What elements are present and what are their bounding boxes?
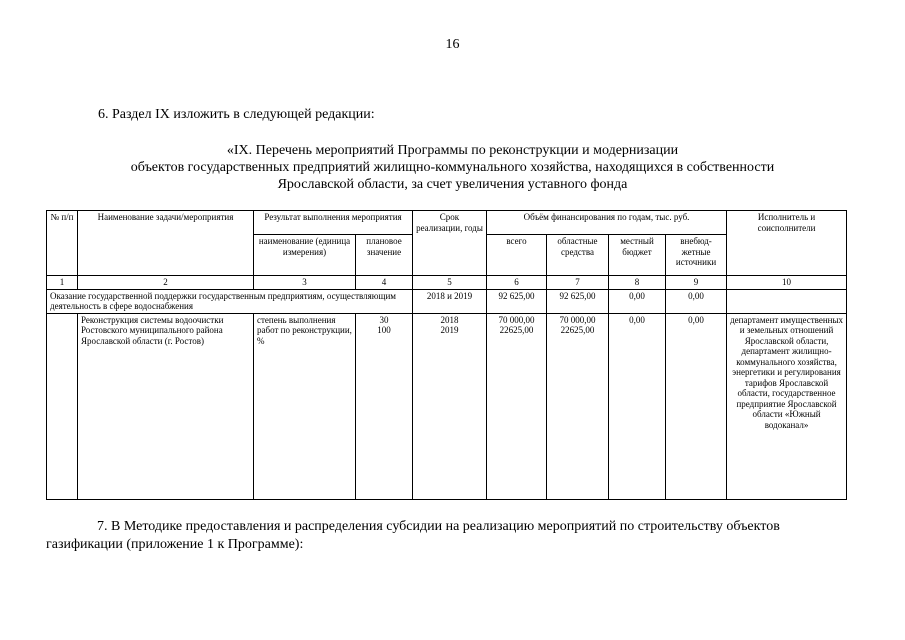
paragraph-6: 6. Раздел IX изложить в следующей редакции:	[98, 107, 375, 122]
header-term: Срок реализации, годы	[413, 211, 487, 276]
event-total: 70 000,00	[498, 314, 535, 325]
col-number: 9	[666, 276, 727, 290]
col-number: 10	[727, 276, 847, 290]
section-title	[40, 142, 865, 193]
event-totals	[487, 313, 547, 499]
event-years	[413, 313, 487, 499]
event-result-name: степень выполнения работ по реконструкции, %	[254, 313, 356, 499]
section-title-line: объектов государственных предприятий жилищно-коммунального хозяйства, находящихся в собственности	[130, 160, 775, 175]
plan-value: 30	[379, 314, 389, 325]
col-number: 5	[413, 276, 487, 290]
header-result-name: наименование (единица измерения)	[254, 235, 356, 276]
col-number: 3	[254, 276, 356, 290]
page-number: 16	[445, 37, 460, 52]
event-regional-value: 22625,00	[560, 325, 595, 335]
header-result: Результат выполнения мероприятия	[254, 211, 413, 235]
event-name: Реконструкция системы водоочистки Ростовского муниципального района Ярославской области (г. Ростов)	[78, 313, 254, 499]
event-plan-values	[356, 313, 413, 499]
header-fin-total: всего	[487, 235, 547, 276]
col-number: 6	[487, 276, 547, 290]
header-fin-local: местный бюджет	[609, 235, 666, 276]
col-number: 2	[78, 276, 254, 290]
section-title-line: «IX. Перечень мероприятий Программы по реконструкции и модернизации	[226, 143, 679, 158]
plan-value: 100	[377, 325, 391, 335]
task-regional: 92 625,00	[547, 289, 609, 313]
header-fin-extra: внебюд-жетные источники	[666, 235, 727, 276]
event-regional-value: 70 000,00	[559, 314, 596, 325]
event-extra: 0,00	[666, 313, 727, 499]
event-total: 22625,00	[499, 325, 534, 335]
event-year: 2018	[440, 314, 459, 325]
event-row	[47, 313, 847, 499]
task-row	[47, 289, 847, 313]
section-title-line: Ярославской области, за счет увеличения уставного фонда	[277, 177, 628, 192]
event-executor: департамент имущественных и земельных отношений Ярославской области, департамент жилищно-коммунального хозяйства, энергетики и регулирования тарифов Ярославской области, государственное предприятие Ярославской области «Южный водоканал»	[727, 313, 847, 499]
header-num: № п/п	[47, 211, 78, 276]
program-events-table	[46, 210, 847, 500]
header-finance: Объём финансирования по годам, тыс. руб.	[487, 211, 727, 235]
col-number: 8	[609, 276, 666, 290]
header-result-plan: плановое значение	[356, 235, 413, 276]
event-local: 0,00	[609, 313, 666, 499]
task-name: Оказание государственной поддержки государственным предприятиям, осуществляющим деятельность в сфере водоснабжения	[47, 289, 413, 313]
header-fin-regional: областные средства	[547, 235, 609, 276]
col-number: 4	[356, 276, 413, 290]
task-local: 0,00	[609, 289, 666, 313]
task-total: 92 625,00	[487, 289, 547, 313]
header-name: Наименование задачи/мероприятия	[78, 211, 254, 276]
col-number: 7	[547, 276, 609, 290]
paragraph-7-line: 7. В Методике предоставления и распределения субсидии на реализацию мероприятий по строительству объектов	[97, 519, 780, 534]
task-term: 2018 и 2019	[413, 289, 487, 313]
paragraph-7-line: газификации (приложение 1 к Программе):	[46, 537, 304, 552]
task-extra: 0,00	[666, 289, 727, 313]
col-number: 1	[47, 276, 78, 290]
event-regional	[547, 313, 609, 499]
header-executor: Исполнитель и соисполнители	[727, 211, 847, 276]
event-year: 2019	[440, 325, 459, 335]
